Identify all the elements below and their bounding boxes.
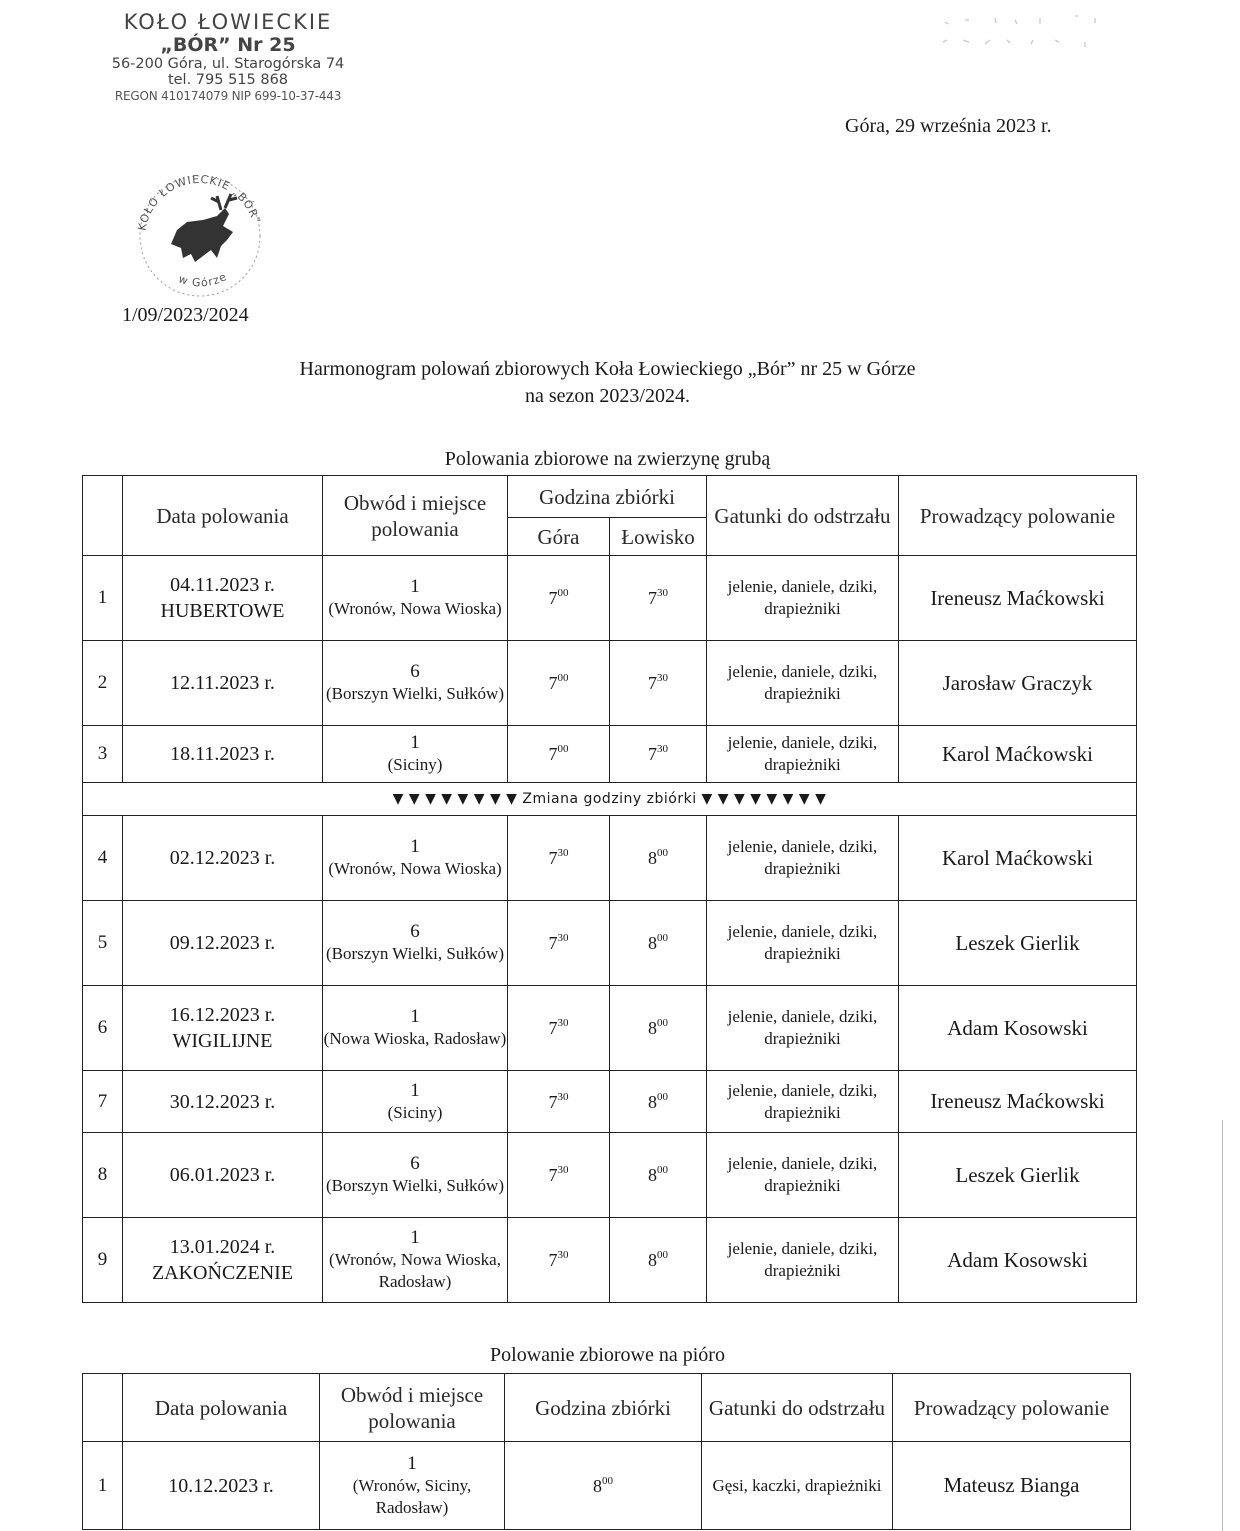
hunt-date: 10.12.2023 r. (123, 1442, 320, 1530)
time-minutes: 30 (657, 743, 668, 755)
time-gora (508, 901, 610, 986)
time-minutes: 00 (657, 932, 668, 944)
time-hour: 7 (648, 673, 657, 693)
hunt-date (123, 1218, 323, 1303)
time-hour: 7 (548, 673, 558, 693)
time-gora (508, 1218, 610, 1303)
header-lowisko: Łowisko (610, 518, 707, 556)
time-gathering (505, 1442, 702, 1530)
table-row (83, 726, 1137, 783)
area-places: (Wronów, Nowa Wioska, Radosław) (329, 1250, 501, 1291)
hunt-area (323, 901, 508, 986)
hunt-leader: Mateusz Bianga (893, 1442, 1131, 1530)
area-places: (Wronów, Siciny, Radosław) (352, 1475, 472, 1517)
hunt-date-value: 04.11.2023 r. (170, 574, 275, 596)
club-name-line1: KOŁO ŁOWIECKIE (123, 10, 333, 34)
header-species: Gatunki do odstrzału (702, 1374, 893, 1442)
time-hour: 8 (648, 848, 657, 868)
hunt-date-value: 02.12.2023 r. (169, 847, 276, 869)
area-number: 1 (410, 1006, 420, 1027)
species: jelenie, daniele, dziki, drapieżniki (707, 1133, 899, 1218)
header-number (83, 1374, 123, 1442)
area-number: 6 (410, 661, 420, 682)
time-lowisko (610, 901, 707, 986)
time-change-notice: ▼ ▼ ▼ ▼ ▼ ▼ ▼ ▼ Zmiana godziny zbiórki ▼ ▼ ▼ ▼ ▼ ▼ ▼ ▼ (83, 783, 1137, 816)
hunt-area (323, 556, 508, 641)
time-hour: 7 (648, 588, 657, 608)
species: jelenie, daniele, dziki, drapieżniki (707, 726, 899, 783)
hunt-leader: Leszek Gierlik (899, 1133, 1137, 1218)
hunt-date-value: 09.12.2023 r. (169, 932, 276, 954)
header-number (83, 476, 123, 556)
time-minutes: 30 (657, 587, 668, 599)
hunt-date (123, 556, 323, 641)
big-game-schedule-table (82, 475, 1137, 1303)
row-number: 3 (83, 726, 123, 783)
hunt-area (320, 1442, 505, 1530)
hunt-area (323, 986, 508, 1071)
row-number: 7 (83, 1071, 123, 1133)
hunt-date-value: 06.01.2023 r. (169, 1164, 276, 1186)
time-change-row (83, 783, 1137, 816)
hunt-area (323, 726, 508, 783)
species: jelenie, daniele, dziki, drapieżniki (707, 641, 899, 726)
area-places: (Siciny) (387, 1102, 443, 1122)
header-leader: Prowadzący polowanie (893, 1374, 1131, 1442)
time-gora (508, 641, 610, 726)
hunt-leader: Adam Kosowski (899, 986, 1137, 1071)
hunt-date (123, 901, 323, 986)
scan-edge-line (1222, 1120, 1223, 1531)
species: jelenie, daniele, dziki, drapieżniki (707, 1071, 899, 1133)
time-hour: 7 (548, 1091, 558, 1112)
club-seal-stamp (125, 170, 275, 300)
area-number: 6 (410, 1153, 420, 1174)
header-date: Data polowania (123, 1374, 320, 1442)
time-minutes: 30 (557, 932, 569, 944)
bird-section-title: Polowanie zbiorowe na pióro (490, 1344, 725, 1366)
table-row (83, 556, 1137, 641)
area-places: (Siciny) (387, 755, 443, 774)
hunt-date (123, 1071, 323, 1133)
row-number: 9 (83, 1218, 123, 1303)
time-lowisko (610, 556, 707, 641)
time-gora (508, 1071, 610, 1133)
reference-number: 1/09/2023/2024 (122, 304, 249, 326)
area-places: (Wronów, Nowa Wioska) (328, 599, 502, 618)
time-lowisko (610, 1133, 707, 1218)
time-gora (508, 726, 610, 783)
time-hour: 8 (648, 1165, 657, 1185)
hunt-leader: Leszek Gierlik (899, 901, 1137, 986)
table-row (83, 816, 1137, 901)
hunt-date (123, 726, 323, 783)
scan-noise-marks (935, 10, 1115, 50)
hunt-date-value: 13.01.2024 r. (169, 1236, 276, 1258)
time-lowisko (610, 641, 707, 726)
hunt-date (123, 816, 323, 901)
time-lowisko (610, 816, 707, 901)
row-number: 5 (83, 901, 123, 986)
club-address: 56-200 Góra, ul. Starogórska 74 (111, 56, 345, 72)
area-number: 6 (410, 921, 420, 942)
time-minutes: 00 (657, 1164, 668, 1176)
hunt-date-value: 18.11.2023 r. (170, 743, 275, 765)
time-lowisko (610, 1071, 707, 1133)
row-number: 8 (83, 1133, 123, 1218)
header-gathering-time: Godzina zbiórki (505, 1374, 702, 1442)
time-hour: 7 (548, 588, 558, 608)
time-hour: 8 (648, 1018, 657, 1038)
club-header-stamp (88, 10, 368, 104)
hunt-leader: Adam Kosowski (899, 1218, 1137, 1303)
row-number: 2 (83, 641, 123, 726)
area-places: (Borszyn Wielki, Sułków) (326, 1176, 504, 1195)
time-gora (508, 816, 610, 901)
hunt-note: HUBERTOWE (160, 600, 285, 622)
species: jelenie, daniele, dziki, drapieżniki (707, 556, 899, 641)
big-game-section-title: Polowania zbiorowe na zwierzynę grubą (444, 448, 771, 470)
hunt-area (323, 816, 508, 901)
time-minutes: 30 (557, 1017, 569, 1029)
area-number: 1 (407, 1452, 417, 1474)
hunt-date-value: 16.12.2023 r. (169, 1004, 276, 1026)
time-hour: 7 (648, 744, 657, 764)
hunt-area (323, 1218, 508, 1303)
time-lowisko (610, 986, 707, 1071)
row-number: 4 (83, 816, 123, 901)
area-number: 1 (410, 576, 420, 597)
header-gathering-time: Godzina zbiórki (508, 476, 707, 518)
row-number: 6 (83, 986, 123, 1071)
species: jelenie, daniele, dziki, drapieżniki (707, 816, 899, 901)
time-lowisko (610, 1218, 707, 1303)
hunt-leader: Ireneusz Maćkowski (899, 1071, 1137, 1133)
hunt-area (323, 641, 508, 726)
time-minutes: 00 (657, 1090, 668, 1103)
time-minutes: 00 (557, 672, 569, 684)
time-minutes: 30 (657, 672, 668, 684)
header-area: Obwód i miejsce polowania (320, 1374, 505, 1442)
area-number: 1 (410, 732, 420, 753)
time-hour: 7 (548, 1250, 558, 1270)
hunt-date (123, 986, 323, 1071)
time-hour: 7 (548, 1165, 558, 1185)
species: Gęsi, kaczki, drapieżniki (702, 1442, 893, 1530)
document-subtitle: na sezon 2023/2024. (525, 385, 690, 407)
time-minutes: 30 (557, 1164, 569, 1176)
area-places: (Nowa Wioska, Radosław) (323, 1029, 507, 1048)
hunt-date (123, 641, 323, 726)
time-minutes: 00 (602, 1474, 613, 1487)
area-number: 1 (410, 1227, 420, 1248)
club-phone: tel. 795 515 868 (167, 72, 289, 88)
time-gora (508, 556, 610, 641)
time-hour: 7 (548, 744, 558, 764)
hunt-leader: Ireneusz Maćkowski (899, 556, 1137, 641)
time-hour: 8 (593, 1475, 602, 1496)
document-date: Góra, 29 września 2023 r. (845, 115, 1052, 137)
area-places: (Borszyn Wielki, Sułków) (326, 944, 504, 963)
hunt-leader: Jarosław Graczyk (899, 641, 1137, 726)
hunt-note: WIGILIJNE (172, 1030, 273, 1052)
hunt-date (123, 1133, 323, 1218)
header-species: Gatunki do odstrzału (707, 476, 899, 556)
hunt-leader: Karol Maćkowski (899, 726, 1137, 783)
species: jelenie, daniele, dziki, drapieżniki (707, 1218, 899, 1303)
deer-icon (171, 194, 237, 262)
time-hour: 8 (648, 1091, 657, 1112)
area-places: (Borszyn Wielki, Sułków) (326, 684, 504, 703)
table-row (83, 1133, 1137, 1218)
time-hour: 7 (548, 848, 558, 868)
document-title: Harmonogram polowań zbiorowych Koła Łowieckiego „Bór” nr 25 w Górze (299, 358, 916, 380)
table-row (83, 1218, 1137, 1303)
time-gora (508, 1133, 610, 1218)
hunt-leader: Karol Maćkowski (899, 816, 1137, 901)
table-row (83, 1442, 1131, 1530)
time-minutes: 30 (557, 1249, 569, 1261)
table-row (83, 986, 1137, 1071)
species: jelenie, daniele, dziki, drapieżniki (707, 901, 899, 986)
club-registry: REGON 410174079 NIP 699-10-37-443 (114, 89, 342, 103)
table-row (83, 641, 1137, 726)
club-name-line2: „BÓR” Nr 25 (160, 34, 296, 56)
time-minutes: 00 (557, 743, 569, 755)
row-number: 1 (83, 1442, 123, 1530)
time-gora (508, 986, 610, 1071)
row-number: 1 (83, 556, 123, 641)
time-minutes: 00 (557, 587, 569, 599)
time-lowisko (610, 726, 707, 783)
header-date: Data polowania (123, 476, 323, 556)
table-row (83, 901, 1137, 986)
hunt-area (323, 1071, 508, 1133)
seal-top-text: KOŁO ŁOWIECKIE „BÓR” (135, 172, 264, 232)
time-hour: 7 (548, 933, 558, 953)
header-leader: Prowadzący polowanie (899, 476, 1137, 556)
time-minutes: 00 (657, 1249, 668, 1261)
table-row (83, 1071, 1137, 1133)
species: jelenie, daniele, dziki, drapieżniki (707, 986, 899, 1071)
area-number: 1 (410, 836, 420, 857)
time-minutes: 00 (657, 847, 668, 859)
hunt-note: ZAKOŃCZENIE (151, 1262, 294, 1284)
time-minutes: 00 (657, 1017, 668, 1029)
time-hour: 7 (548, 1018, 558, 1038)
time-minutes: 30 (557, 1090, 569, 1103)
bird-schedule-table (82, 1373, 1131, 1530)
area-places: (Wronów, Nowa Wioska) (328, 859, 502, 878)
header-gora: Góra (508, 518, 610, 556)
time-minutes: 30 (557, 847, 569, 859)
header-area: Obwód i miejsce polowania (323, 476, 508, 556)
time-hour: 8 (648, 1250, 657, 1270)
seal-bottom-text: w Górze (176, 269, 230, 290)
hunt-date-value: 12.11.2023 r. (170, 672, 275, 694)
area-number: 1 (410, 1079, 420, 1101)
hunt-date-value: 30.12.2023 r. (169, 1090, 276, 1113)
time-hour: 8 (648, 933, 657, 953)
hunt-area (323, 1133, 508, 1218)
